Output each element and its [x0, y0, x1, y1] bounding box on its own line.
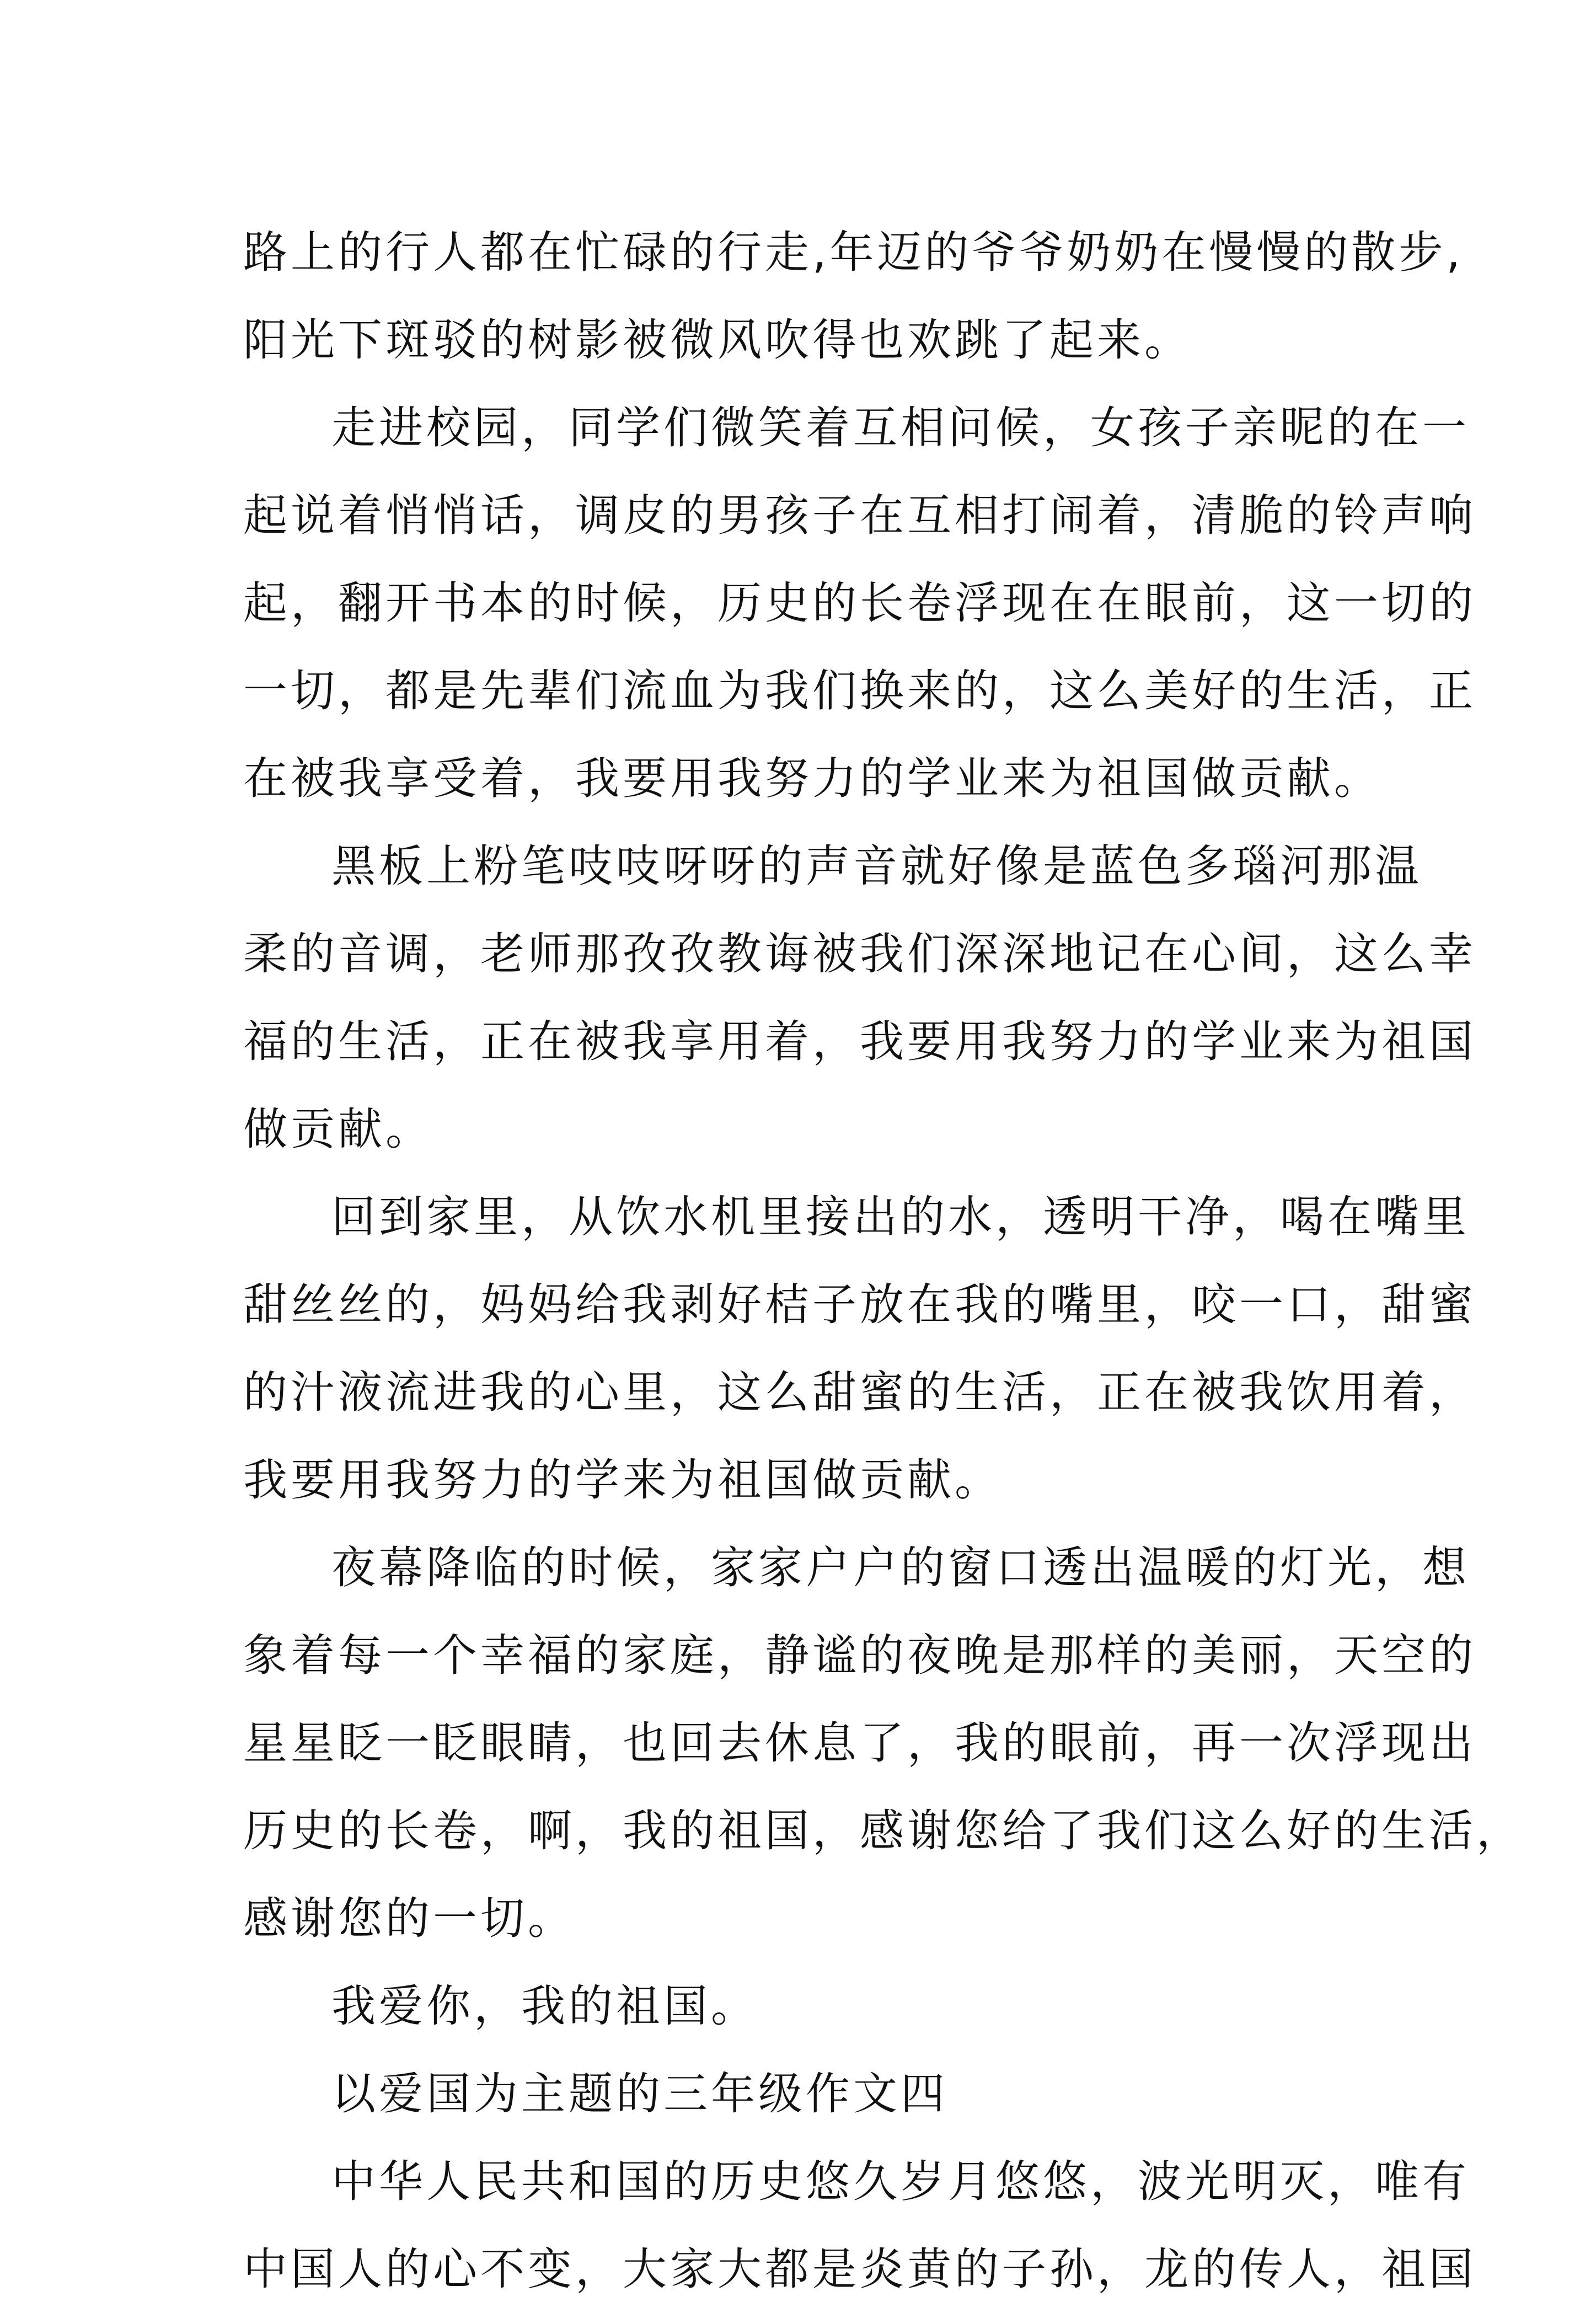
text-line: 历史的长卷，啊，我的祖国，感谢您给了我们这么好的生活，: [243, 1805, 1524, 1856]
essay-text: [243, 208, 1524, 2313]
text-line: 阳光下斑驳的树影被微风吹得也欢跳了起来。: [243, 314, 1192, 366]
paragraph-start-line: 回到家里，从饮水机里接出的水，透明干净，喝在嘴里: [331, 1191, 1470, 1243]
text-line: 福的生活，正在被我享用着，我要用我努力的学业来为祖国: [243, 1016, 1476, 1067]
text-line: 甜丝丝的，妈妈给我剥好桔子放在我的嘴里，咬一口，甜蜜: [243, 1279, 1476, 1330]
text-line: 的汁液流进我的心里，这么甜蜜的生活，正在被我饮用着，: [243, 1367, 1476, 1418]
text-line: 象着每一个幸福的家庭，静谧的夜晚是那样的美丽，天空的: [243, 1630, 1476, 1681]
essay-heading: 以爱国为主题的三年级作文四: [331, 2068, 948, 2119]
text-line: 在被我享受着，我要用我努力的学业来为祖国做贡献。: [243, 753, 1381, 804]
paragraph-start-line: 走进校园，同学们微笑着互相问候，女孩子亲昵的在一: [331, 402, 1470, 453]
paragraph-start-line: 黑板上粉笔吱吱呀呀的声音就好像是蓝色多瑙河那温: [331, 840, 1422, 892]
paragraph-start-line: 夜幕降临的时候，家家户户的窗口透出温暖的灯光，想: [331, 1542, 1470, 1593]
text-line: 路上的行人都在忙碌的行走,年迈的爷爷奶奶在慢慢的散步,: [243, 227, 1464, 278]
text-line: 中国人的心不变，大家大都是炎黄的子孙，龙的传人，祖国: [243, 2244, 1476, 2295]
text-line: 我要用我努力的学来为祖国做贡献。: [243, 1454, 1002, 1506]
paragraph-start-line: 中华人民共和国的历史悠久岁月悠悠，波光明灭，唯有: [331, 2156, 1470, 2207]
text-line: 柔的音调，老师那孜孜教诲被我们深深地记在心间，这么幸: [243, 928, 1476, 979]
text-line: 星星眨一眨眼睛，也回去休息了，我的眼前，再一次浮现出: [243, 1717, 1476, 1769]
text-line: 一切，都是先辈们流血为我们换来的，这么美好的生活，正: [243, 665, 1476, 716]
text-line: 起说着悄悄话，调皮的男孩子在互相打闹着，清脆的铃声响: [243, 490, 1476, 541]
text-line: 起，翻开书本的时候，历史的长卷浮现在在眼前，这一切的: [243, 577, 1476, 629]
paragraph-start-line: 我爱你，我的祖国。: [331, 1980, 758, 2032]
text-line: 感谢您的一切。: [243, 1893, 575, 1944]
text-line: 做贡献。: [243, 1104, 433, 1155]
